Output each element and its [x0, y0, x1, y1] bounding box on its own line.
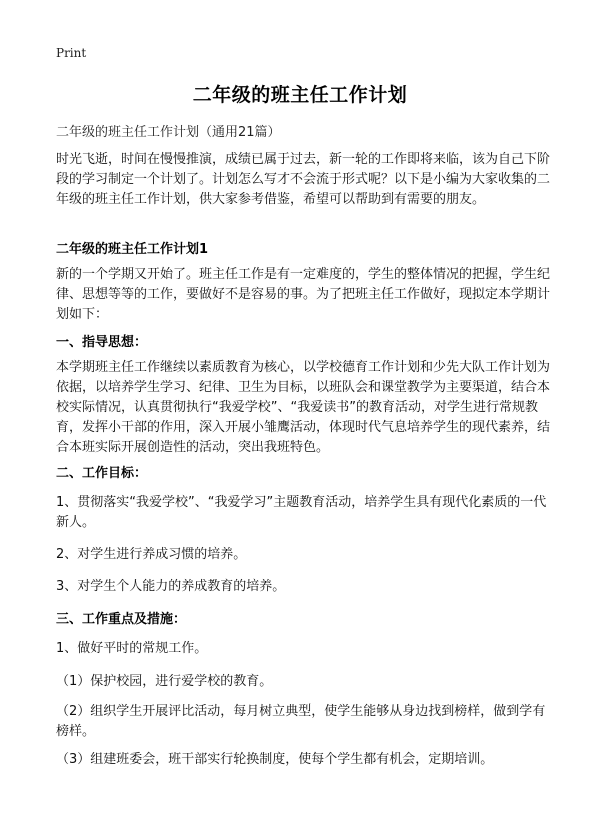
goal-item: 1、贯彻落实“我爱学校”、“我爱学习”主题教育活动，培养学生具有现代化素质的一代新人。: [56, 495, 547, 530]
measures-heading: 三、工作重点及措施：: [56, 612, 187, 627]
measure-item: 1、做好平时的常规工作。: [56, 641, 208, 656]
document-subtitle: 二年级的班主任工作计划（通用21篇）: [56, 125, 281, 140]
measure-item: （3）组建班委会，班干部实行轮换制度，使每个学生都有机会，定期培训。: [56, 752, 494, 767]
measure-item: （1）保护校园，进行爱学校的教育。: [56, 674, 273, 689]
section-heading: 二年级的班主任工作计划1: [56, 242, 209, 257]
goal-item: 3、对学生个人能力的养成教育的培养。: [56, 579, 286, 594]
guiding-heading: 一、指导思想：: [56, 335, 148, 350]
opening-paragraph: 新的一个学期又开始了。班主任工作是有一定难度的，学生的整体情况的把握，学生纪律、思想等等的工作，要做好不是容易的事。为了把班主任工作做好，现拟定本学期计划如下：: [56, 267, 551, 322]
print-link[interactable]: Print: [56, 46, 87, 60]
measure-item: （2）组织学生开展评比活动，每月树立典型，使学生能够从身边找到榜样，做到学有榜样。: [56, 704, 546, 739]
goal-item: 2、对学生进行养成习惯的培养。: [56, 547, 247, 562]
guiding-paragraph: 本学期班主任工作继续以素质教育为核心，以学校德育工作计划和少先大队工作计划为依据，以培养学生学习、纪律、卫生为目标，以班队会和课堂教学为主要渠道，结合本校实际情况，认真贯彻执行“我爱学校”、“我爱读书”的教育活动，对学生进行常规教育，发挥小干部的作用，深入开展小雏鹰活动，体现时代气息培养学生的现代素养，结合本班实际开展创造性的活动，突出我班特色。: [56, 360, 551, 455]
page-title: 二年级的班主任工作计划: [192, 84, 408, 106]
goals-heading: 二、工作目标：: [56, 466, 148, 481]
intro-paragraph: 时光飞逝，时间在慢慢推演，成绩已属于过去，新一轮的工作即将来临，该为自己下阶段的学习制定一个计划了。计划怎么写才不会流于形式呢？以下是小编为大家收集的二年级的班主任工作计划，供大家参考借鉴，希望可以帮助到有需要的朋友。: [56, 152, 551, 207]
